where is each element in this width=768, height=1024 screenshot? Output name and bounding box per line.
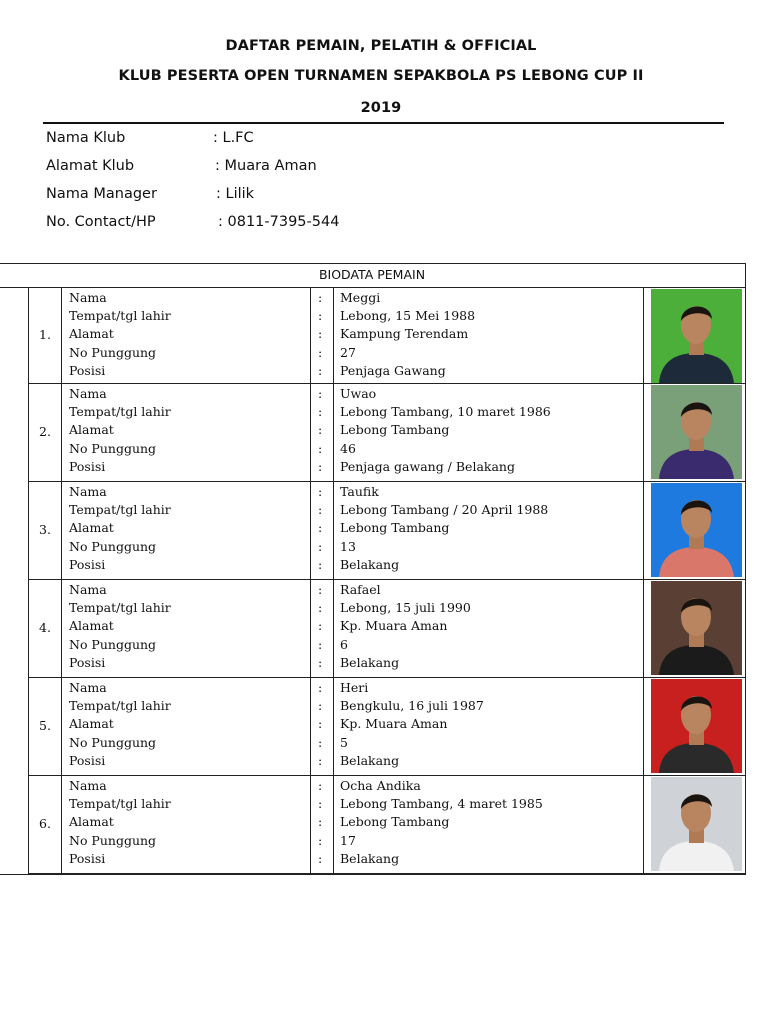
player-portrait-icon xyxy=(651,483,742,577)
player-number: 3. xyxy=(39,522,51,537)
field-label: Nama xyxy=(69,484,107,499)
colon: : xyxy=(318,778,323,793)
player-number: 6. xyxy=(39,816,51,831)
colon-column xyxy=(318,289,322,380)
field-labels xyxy=(69,777,171,868)
colon-column xyxy=(318,483,322,574)
player-number: 5. xyxy=(39,718,51,733)
club-address-label: Alamat Klub xyxy=(46,158,135,174)
colon: : xyxy=(318,618,323,634)
field-label: Tempat/tgl lahir xyxy=(69,502,171,518)
colon: : xyxy=(318,716,323,732)
colon-column xyxy=(318,385,322,476)
colon: : xyxy=(318,440,323,456)
colon: : xyxy=(318,680,323,695)
field-label: Alamat xyxy=(69,422,114,438)
colon: : xyxy=(318,600,323,616)
field-value: Kampung Terendam xyxy=(340,326,469,342)
field-label: Alamat xyxy=(69,814,114,830)
colon: : xyxy=(318,814,323,830)
player-portrait-icon xyxy=(651,289,742,383)
field-labels xyxy=(69,289,171,380)
document-title: DAFTAR PEMAIN, PELATIH & OFFICIAL xyxy=(225,38,537,54)
field-label: Tempat/tgl lahir xyxy=(69,404,171,420)
field-label: Posisi xyxy=(69,362,106,378)
field-value: Lebong, 15 Mei 1988 xyxy=(340,308,476,324)
field-labels xyxy=(69,385,171,476)
colon: : xyxy=(318,582,323,597)
field-value: Penjaga Gawang xyxy=(340,362,446,378)
colon: : xyxy=(318,386,323,401)
field-value: Lebong Tambang xyxy=(340,814,450,830)
colon: : xyxy=(318,654,323,670)
field-value: Belakang xyxy=(340,850,400,866)
colon: : xyxy=(318,698,323,714)
field-label: No Punggung xyxy=(69,344,157,360)
colon: : xyxy=(318,850,323,866)
field-value: Kp. Muara Aman xyxy=(340,618,448,634)
colon: : xyxy=(318,734,323,750)
colon: : xyxy=(318,404,323,420)
colon: : xyxy=(318,832,323,848)
player-row xyxy=(29,482,745,580)
player-number: 4. xyxy=(39,620,51,635)
colon: : xyxy=(318,636,323,652)
player-portrait-icon xyxy=(651,385,742,479)
club-name-label: Nama Klub xyxy=(46,130,126,146)
field-label: Alamat xyxy=(69,716,114,732)
field-value: Belakang xyxy=(340,752,400,768)
field-label: Tempat/tgl lahir xyxy=(69,308,171,324)
club-name-value: : L.FC xyxy=(213,130,254,146)
manager-label: Nama Manager xyxy=(46,186,157,202)
colon: : xyxy=(318,362,323,378)
player-row xyxy=(29,678,745,776)
field-values xyxy=(340,581,471,672)
player-photo xyxy=(651,777,742,871)
colon-column xyxy=(318,581,322,672)
field-label: Nama xyxy=(69,582,107,597)
field-values xyxy=(340,385,551,476)
field-value: Lebong, 15 juli 1990 xyxy=(340,600,471,616)
field-value: Kp. Muara Aman xyxy=(340,716,448,732)
field-value: Lebong Tambang xyxy=(340,422,450,438)
field-label: No Punggung xyxy=(69,832,157,848)
colon: : xyxy=(318,308,323,324)
field-value: Bengkulu, 16 juli 1987 xyxy=(340,698,484,714)
club-address-value: : Muara Aman xyxy=(215,158,317,174)
field-label: No Punggung xyxy=(69,440,157,456)
field-label: Tempat/tgl lahir xyxy=(69,698,171,714)
document-subtitle: KLUB PESERTA OPEN TURNAMEN SEPAKBOLA PS LEBONG CUP II xyxy=(118,68,644,84)
field-value: Belakang xyxy=(340,556,400,572)
field-label: Posisi xyxy=(69,458,106,474)
player-number: 2. xyxy=(39,424,51,439)
player-photo xyxy=(651,483,742,577)
field-value: Taufik xyxy=(340,484,379,499)
player-photo xyxy=(651,581,742,675)
colon: : xyxy=(318,796,323,812)
colon: : xyxy=(318,752,323,768)
field-value: 27 xyxy=(340,344,356,360)
colon-column xyxy=(318,777,322,868)
colon: : xyxy=(318,556,323,572)
field-value: Lebong Tambang xyxy=(340,520,450,536)
field-label: Posisi xyxy=(69,752,106,768)
colon: : xyxy=(318,458,323,474)
field-values xyxy=(340,777,543,868)
field-label: No Punggung xyxy=(69,538,157,554)
field-value: Belakang xyxy=(340,654,400,670)
field-value: 5 xyxy=(340,734,348,750)
field-labels xyxy=(69,679,171,770)
field-value: Lebong Tambang / 20 April 1988 xyxy=(340,502,549,518)
field-values xyxy=(340,483,548,574)
contact-value: : 0811-7395-544 xyxy=(218,214,340,230)
player-row xyxy=(29,288,745,384)
player-photo xyxy=(651,385,742,479)
colon: : xyxy=(318,422,323,438)
field-value: 17 xyxy=(340,832,356,848)
field-labels xyxy=(69,581,171,672)
player-row xyxy=(29,580,745,678)
colon: : xyxy=(318,538,323,554)
player-portrait-icon xyxy=(651,777,742,871)
field-label: Posisi xyxy=(69,654,106,670)
field-label: Tempat/tgl lahir xyxy=(69,600,171,616)
manager-value: : Lilik xyxy=(216,186,255,202)
colon: : xyxy=(318,502,323,518)
field-label: No Punggung xyxy=(69,734,157,750)
colon: : xyxy=(318,326,323,342)
field-label: Alamat xyxy=(69,326,114,342)
field-label: Alamat xyxy=(69,618,114,634)
field-value: Lebong Tambang, 4 maret 1985 xyxy=(340,796,543,812)
document-year: 2019 xyxy=(360,100,402,116)
field-value: Penjaga gawang / Belakang xyxy=(340,458,515,474)
player-row xyxy=(29,776,745,874)
colon: : xyxy=(318,520,323,536)
field-value: 46 xyxy=(340,440,356,456)
field-value: Ocha Andika xyxy=(340,778,421,793)
colon: : xyxy=(318,484,323,499)
field-values xyxy=(340,679,484,770)
field-label: Nama xyxy=(69,290,107,305)
header-divider xyxy=(43,122,724,124)
field-value: 6 xyxy=(340,636,348,652)
field-label: Posisi xyxy=(69,850,106,866)
colon-column xyxy=(318,679,322,770)
player-number: 1. xyxy=(39,327,51,342)
field-label: Nama xyxy=(69,778,107,793)
colon: : xyxy=(318,344,323,360)
biodata-heading: BIODATA PEMAIN xyxy=(0,264,745,288)
field-value: Meggi xyxy=(340,290,381,305)
field-value: Lebong Tambang, 10 maret 1986 xyxy=(340,404,551,420)
player-portrait-icon xyxy=(651,581,742,675)
field-label: Nama xyxy=(69,680,107,695)
player-row xyxy=(29,384,745,482)
contact-label: No. Contact/HP xyxy=(46,214,156,230)
field-label: Alamat xyxy=(69,520,114,536)
player-portrait-icon xyxy=(651,679,742,773)
field-value: Rafael xyxy=(340,582,381,597)
field-label: Posisi xyxy=(69,556,106,572)
field-value: Heri xyxy=(340,680,369,695)
player-photo xyxy=(651,679,742,773)
field-value: 13 xyxy=(340,538,356,554)
field-label: No Punggung xyxy=(69,636,157,652)
colon: : xyxy=(318,290,323,305)
field-label: Nama xyxy=(69,386,107,401)
field-values xyxy=(340,289,475,380)
field-labels xyxy=(69,483,171,574)
player-photo xyxy=(651,289,742,383)
field-value: Uwao xyxy=(340,386,377,401)
field-label: Tempat/tgl lahir xyxy=(69,796,171,812)
